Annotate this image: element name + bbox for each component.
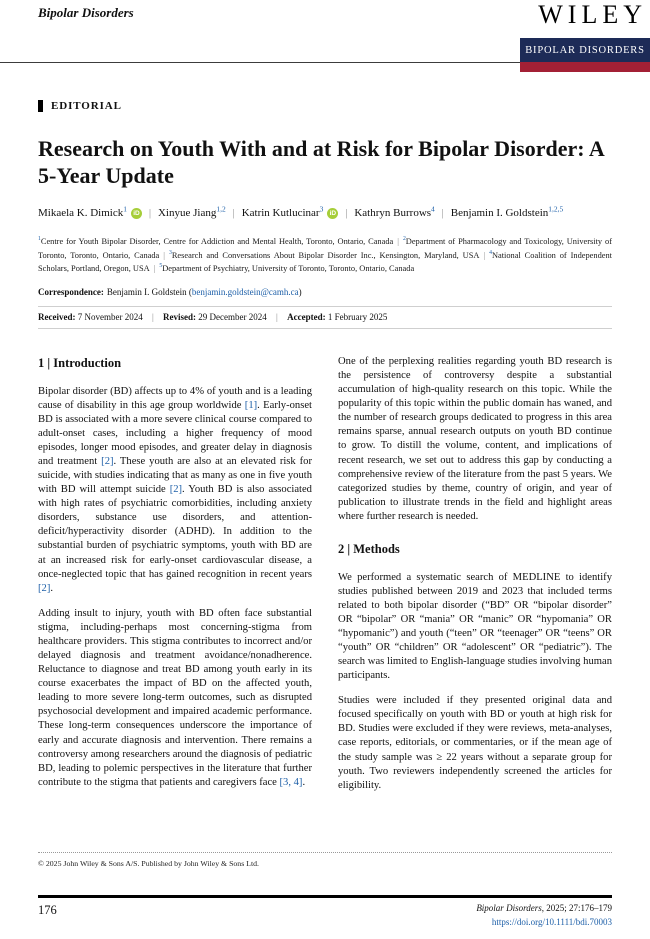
author-divider: | — [345, 208, 348, 220]
affiliation-ref[interactable]: 1,2 — [216, 204, 226, 214]
accepted-label: Accepted: — [287, 311, 326, 322]
revised-label: Revised: — [163, 311, 197, 322]
running-head-journal: Bipolar Disorders — [38, 5, 134, 20]
affiliation-number: 5 — [159, 263, 163, 270]
author-divider: | — [441, 208, 444, 220]
journal-citation-detail: , 2025; 27:176–179 — [541, 903, 612, 913]
orcid-icon[interactable]: iD — [131, 208, 142, 219]
author-name: Kathryn Burrows$^4$ — [354, 204, 435, 220]
affiliations: $^1$Centre for Youth Bipolar Disorder, Centre for Addiction and Mental Health, Toronto, Ontario, Canada | $^2$Department of Pharmacology and Toxicology, University of Toronto, Toronto, Ontario, Canada | $^3$Research and Conversations About Bipolar Disorder Inc., Kensington, Maryland, USA | $^4$National Coalition of Independent Scholars, Portland, Oregon, USA | $^5$Department of Psychiatry, University of Toronto, Toronto, Ontario, Canada — [38, 236, 612, 274]
doi-link[interactable]: https://doi.org/10.1111/bdi.70003 — [491, 916, 612, 927]
citation-link[interactable]: [2] — [169, 484, 183, 496]
affiliation-ref[interactable]: 1 — [123, 204, 127, 214]
citation-block — [476, 902, 612, 929]
article-type — [38, 100, 612, 112]
bottom-bar — [38, 895, 612, 898]
article-dates — [38, 306, 612, 329]
author-name: Mikaela K. Dimick$^1$iD — [38, 207, 142, 219]
received-label: Received: — [38, 311, 76, 322]
affiliation-number: 4 — [489, 249, 492, 256]
intro-paragraph-1: Bipolar disorder (BD) affects up to 4% of youth and is a leading cause of disability in this age group worldwide [1]. Early-onset BD is associated with a more severe clinical course compared to adult-onset cases, including a higher frequency of mood episodes, longer mood episodes, and greater delay in diagnosis and treatment [2]. These youth are also at an elevated risk for suicide, with studies indicating that as many as one in five youth with BD will attempt suicide [2]. Youth BD is also associated with high rates of psychiatric comorbidities, including anxiety disorders, substance use disorders, and attention-deficit/hyperactivity disorder (ADHD). In addition to the substantial burden of psychiatric symptoms, youth with BD are at an increased risk for early-onset cardiovascular disease, a once-neglected topic that has gained recognition in recent years [2]. — [38, 385, 313, 594]
affiliation-ref[interactable]: 4 — [431, 204, 435, 214]
intro-paragraph-2: Adding insult to injury, youth with BD often face substantial stigma, including-perhaps most concerning-stigma from healthcare providers. This stigma contributes to incorrect and/or delayed diagnosis and treatment avoidance/nonadherence. Reluctance to diagnose and treat BD among youth early in its course exacerbates the impact of BD on the affected youth, leading to more severe long-term outcomes, such as disrupted psychosocial development and impaired academic performance. These long-term consequences underscore the importance of early and accurate diagnosis and intervention. There remains a controversy among researchers around the diagnosis of pediatric BD, leading to polemic perspectives in the literature that further contribute to the stigma that patients and caregivers face [3, 4]. — [38, 607, 312, 788]
affiliation-divider: | — [163, 250, 165, 260]
correspondence-text-close: ) — [298, 286, 302, 297]
citation-link[interactable]: [1] — [244, 399, 258, 411]
journal-banner-title: BIPOLAR DISORDERS — [525, 44, 645, 56]
article-type-marker — [38, 100, 43, 112]
right-lead-paragraph: One of the perplexing realities regarding youth BD research is the persistence of controversy despite a substantial accumulation of high-quality research on this topic. While the popularity of this topic within the public domain has waned, and the number of research groups dedicated to progress in this area remains sparse, annual research outputs on youth BD continue to grow. To distill the volume, content, and implications of recent research, we set out to address this gap by conducting a comprehensive review of the literature from the past 5 years. We categorized studies by theme, country of origin, and year of publication to illustrate trends in the field and highlight areas where further research is needed. — [338, 356, 612, 522]
author-name: Xinyue Jiang$^{1,2}$ — [157, 204, 226, 220]
correspondence — [38, 287, 612, 297]
footer-rule — [38, 852, 612, 853]
citation-link[interactable]: [2] — [101, 456, 114, 468]
affiliation-ref[interactable]: 3 — [319, 204, 324, 214]
section-heading-methods: 2 | Methods — [338, 541, 400, 556]
page-number: 176 — [38, 903, 57, 917]
affiliation-number: 2 — [402, 236, 406, 243]
affiliation-ref[interactable]: 1,2,5 — [548, 204, 564, 214]
author-divider: | — [148, 208, 151, 220]
article-type-label: EDITORIAL — [51, 100, 122, 112]
affiliation-divider: | — [153, 264, 156, 274]
wiley-logo: WILEY — [538, 0, 647, 29]
methods-paragraph-1: We performed a systematic search of MEDLINE to identify studies published between 2019 and 2023 that included terms related to both bipolar disorder (“BD” OR “bipolar disorder” OR “bipolar” OR “mania” OR “manic” OR “hypomania” OR “hypomanic”) and youth (“teen” OR “teenager” OR “teens” OR “youth” OR “children” OR “adolescent” OR “pediatric”). The search was limited to English-language studies involving human participants. — [338, 571, 612, 682]
received-value: 7 November 2024 — [77, 311, 143, 322]
dates-divider: | — [276, 311, 278, 322]
accepted-value: 1 February 2025 — [327, 311, 388, 322]
correspondence-label: Correspondence: — [38, 286, 104, 297]
left-column — [38, 355, 312, 793]
copyright-line: © 2025 John Wiley & Sons A/S. Published by John Wiley & Sons Ltd. — [38, 859, 259, 868]
affiliation-number: 3 — [168, 249, 172, 256]
affiliation-number: 1 — [38, 236, 41, 243]
correspondence-text: Benjamin I. Goldstein ( — [106, 286, 192, 297]
journal-banner-navy — [520, 38, 650, 62]
author-name: Benjamin I. Goldstein$^{1,2,5}$ — [450, 204, 564, 220]
author-divider: | — [232, 208, 235, 220]
citation-link[interactable]: [2] — [38, 582, 51, 594]
section-heading-introduction: 1 | Introduction — [38, 356, 122, 370]
methods-paragraph-2: Studies were included if they presented original data and focused specifically on youth with BD or youth at high risk for BD. Studies were excluded if they were reviews, meta-analyses, case reports, editorials, or commentaries, or if the mean age of the study sample was ≥ 22 years without a separate group for youth. Two reviewers independently screened the articles for eligibility. — [338, 695, 612, 791]
journal-banner — [520, 38, 650, 72]
author-name: Katrin Kutlucinar$^3$iD — [242, 207, 339, 219]
journal-citation — [476, 902, 612, 916]
article-title: Research on Youth With and at Risk for Bipolar Disorder: A 5-Year Update — [38, 136, 604, 189]
correspondence-email-link[interactable]: benjamin.goldstein@camh.ca — [191, 286, 299, 297]
journal-citation-title: Bipolar Disorders — [476, 903, 542, 913]
author-line — [38, 205, 612, 220]
affiliation-divider: | — [397, 236, 399, 246]
right-column — [338, 355, 612, 793]
journal-banner-stripe — [520, 62, 650, 72]
citation-link[interactable]: [3, 4] — [279, 776, 303, 788]
body-columns — [38, 355, 612, 793]
dates-divider: | — [151, 311, 154, 322]
affiliation-divider: | — [483, 250, 486, 260]
front-matter — [38, 100, 612, 329]
revised-value: 29 December 2024 — [198, 311, 267, 322]
orcid-icon[interactable]: iD — [327, 208, 338, 219]
